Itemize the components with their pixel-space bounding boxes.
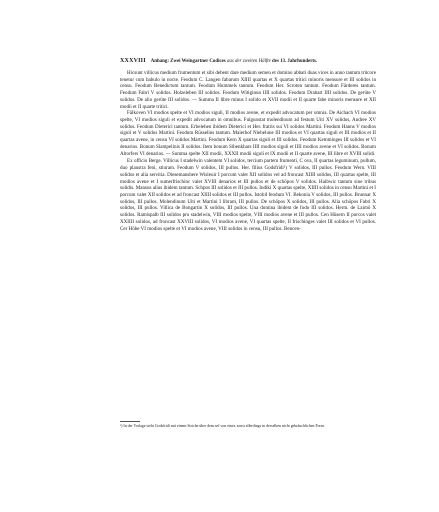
running-head [151, 59, 317, 65]
running-head-prefix: Anhang: Zwei Weingartner Codices [150, 59, 226, 64]
page-number: XXXVIII [120, 58, 146, 64]
paragraph: Ex officio Berge. Villicus I stadelwin valentem VI solidos, tercium partem frumenti, C ova, II quartas leguminum, pullum, duo plaustra feni, stiuram. Feodum V solidos, III pullos. Her. filius Godsfridi¹) V solidos, III pullos. Feodum Wern. VIII solidos et alia servitia. Diesemansbere Wisleuir I porcum valet XII solidos vel ad froncast XIIII solidos, III quartas spelte, III modios avene et I sumerfrischinc valet XVIII denarios et III pullos et de schöpos V solidos. Haibwic tantum sine tribus solidis. Mansus alius ibidem tantum. Schpos III solidos et III pullos. Indiki X quartas spelte, XIIII solidos in censu Martini et I porcum valet XII solidos et ad froncast XIIII solidos et III pullos. Istobil feodum VI. Bekonia V solidos, III pullos. Brunnar X solidos, III pullos. Molendinum Uiti et Martini I libram, III pullos. De schöpos X solidos, III pullos. Alia schöpos Fabri X solidos, III pullos. Villica de Bongartin X solidos, III pullos. Una domina ibidem de fodo III solidos. Herm. de Laimō X solidos. Ramispalb III solidos pro stadelwin, VIII modios spelte, VIII modios avene et III pullos. Cen Hüsern II porcos valet XXIIII solidos, ad froncast XXVIII solidos, VI modios avene, VI quartas spelte, II frischinges valet III solidos et VI pullos. Cer Höbe VI modios spelte et VI modios avene, VIII solidos in censu, III pullos. Bencen- [120, 158, 376, 232]
paragraph: Fälkoven VI modios spelte et VI modios siguli, II modios avene, et expedit advocatum per omnia. De Aichach VI modios spelte, VI modios siguli et expedit advocatum in omnibus. Fulgunstat molendinum ad festum Uiti XV solidos, Andree XV solidos. Feodum Dieterici tantum. Erbelehen ibidem Dieterici et Her. fratris sui VI solidos Martini. Feodum Hanns V modios siguli et V solidos Martini. Feodum Rüsselins tantum. Maierhof Niebelune III modios et VI quartas siguli et III modios et II quartas avene, in censu VI solidos Martini. Feodum Kern X quartas siguli et III solidos. Feodum Kemminges III solidos et VI denarios. Bonum Slampelinis II solidos. Item bonum Sibenkhars IIII modios siguli et IIII modios avene et VI solidos. Bonum Altorfers VI denarios. — Summa spelte XII modii, XXXII modii siguli et IX modii et II quarte avene, III libre et XVIII solidi. [120, 110, 376, 157]
footnote-divider [120, 421, 140, 422]
footnote: ¹) In der Vorlage steht Godsfridi mit einem Striche über dem sef von einer, sonst allerdings in derselben nicht gebräuchlichen Form. [120, 424, 325, 428]
running-head-suffix: des 13. Jahrhunderts. [272, 59, 318, 64]
running-head-italic: aus der zweiten Hälfte [226, 59, 271, 64]
paragraph: Hicsunt villicus medium frumentum et sibi debent dare medium semen et domino abbati duas vices in anno tantum tritcore tenetur cum babulo in nocte. Feodum C. Langen fabarum XIIII quartas et X quartas tritici minoris mensure et III solidos in censu. Feodum Benedictum tantum. Feodum Hummels tantum. Feodum Her. Scroten tantum. Feodum Färderes tantum. Feodum Fabri V solidos. Holzeleben III solidos. Feodum Witiginun IIII solidos. Feodum Drabart IIII solidos. De gerüte V solidos. De alio gerüte III solidos. — Summa II libre minus I solido et XVII modii et II quarte fabe minoris mensure et XII modii et II quarte tritici. [120, 70, 376, 110]
page-header [120, 58, 380, 65]
body-text [120, 70, 376, 232]
